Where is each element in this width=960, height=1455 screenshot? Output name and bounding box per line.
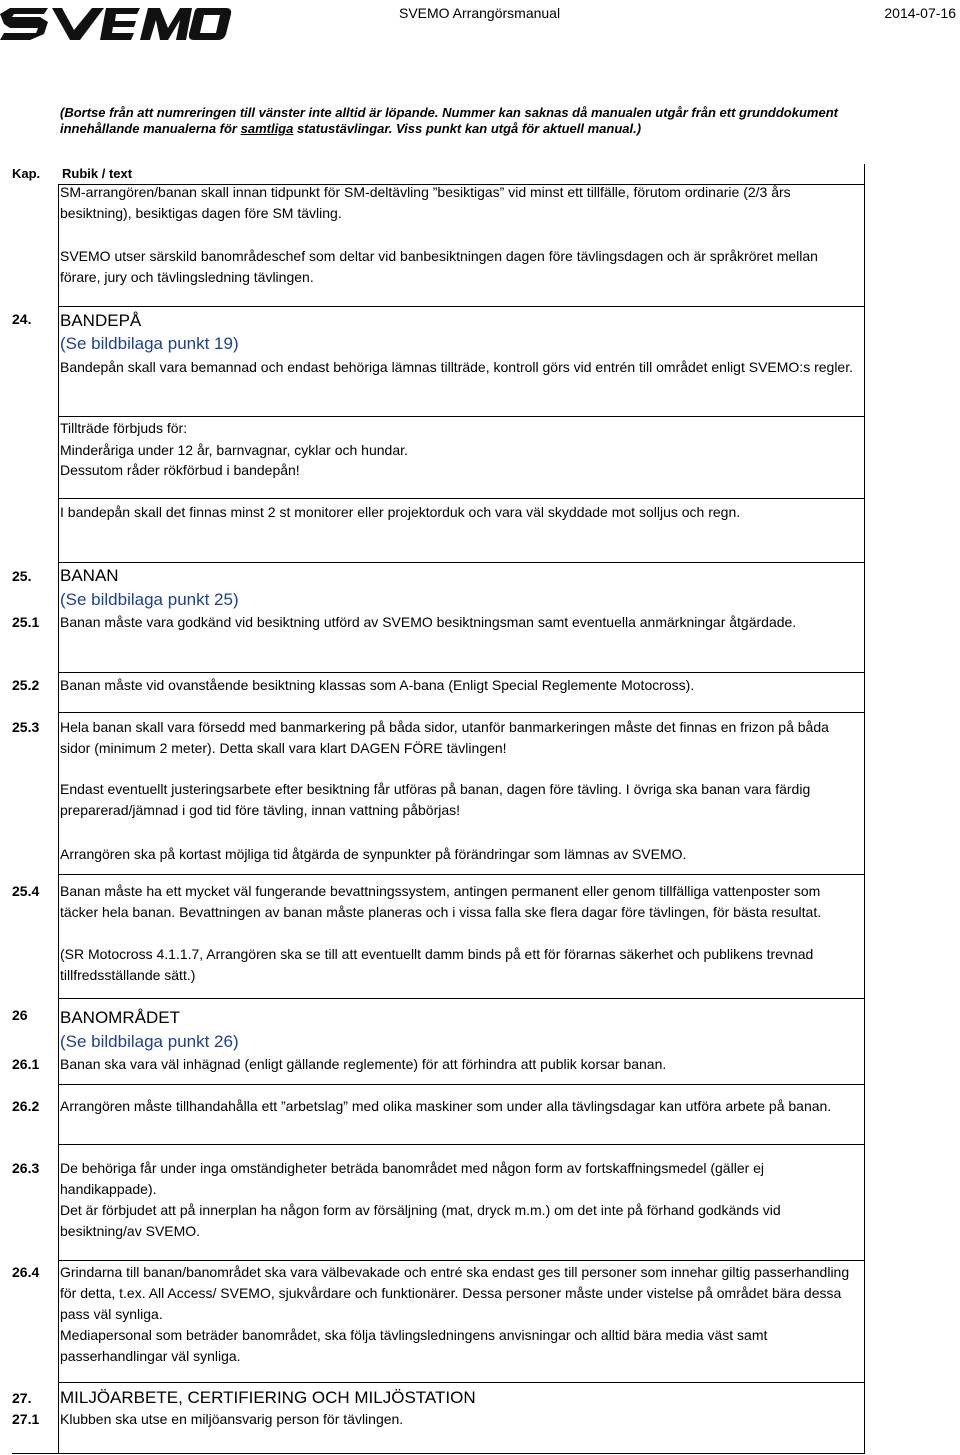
section-ref-25: (Se bildbilaga punkt 25): [60, 590, 239, 609]
col-header-kap: Kap.: [12, 166, 41, 181]
item-text-25-3a: Hela banan skall vara försedd med banmarkering på båda sidor, utanför banmarkeringen måste det finnas en frizon på båda sidor (minimum 2 meter). Detta skall vara klart DAGEN FÖRE tävlingen!: [60, 719, 829, 756]
item-number-26-4: 26.4: [12, 1264, 40, 1280]
row-divider: [58, 1382, 864, 1383]
row-divider: [58, 562, 864, 563]
row-divider: [58, 416, 864, 417]
item-number-25-1: 25.1: [12, 614, 40, 630]
row-divider: [58, 498, 864, 499]
section-ref-26: (Se bildbilaga punkt 26): [60, 1032, 239, 1051]
item-text-26-3b: Det är förbjudet att på innerplan ha någon form av försäljning (mat, dryck m.m.) om det inte på förhand godkänds vid besiktning/av SVEMO.: [60, 1202, 781, 1239]
section-number-27: 27.: [12, 1390, 32, 1406]
manual-table: [12, 164, 865, 1454]
row-divider: [58, 712, 864, 713]
item-number-27-1: 27.1: [12, 1411, 40, 1427]
section-title-banomradet: BANOMRÅDET: [60, 1008, 180, 1027]
bandepa-smoking-rule: Dessutom råder rökförbud i bandepån!: [60, 462, 300, 478]
bandepa-access-heading: Tillträde förbjuds för:: [60, 420, 188, 436]
note-underlined: samtliga: [240, 121, 294, 136]
item-text-26-3a: De behöriga får under inga omständigheter beträda banområdet med någon form av fortskaffningsmedel (gäller ej handikappade).: [60, 1160, 765, 1197]
item-number-26-1: 26.1: [12, 1056, 40, 1072]
section-number-24: 24.: [12, 311, 32, 327]
section-title-banan: BANAN: [60, 566, 119, 585]
bandepa-monitors: I bandepån skall det finnas minst 2 st monitorer eller projektorduk och vara väl skyddade mot solljus och regn.: [60, 504, 741, 520]
item-number-26-3: 26.3: [12, 1160, 40, 1176]
item-text-26-1: Banan ska vara väl inhägnad (enligt gällande reglemente) för att förhindra att publik korsar banan.: [60, 1056, 667, 1072]
section-number-25: 25.: [12, 568, 32, 584]
bandepa-access-list: Minderåriga under 12 år, barnvagnar, cyklar och hundar.: [60, 442, 408, 458]
item-text-25-2: Banan måste vid ovanstående besiktning klassas som A-bana (Enligt Special Reglemente Motocross).: [60, 677, 695, 693]
row-divider: [58, 874, 864, 875]
row-divider: [58, 1144, 864, 1145]
intro-paragraph-2: SVEMO utser särskild banområdeschef som deltar vid banbesiktningen dagen före tävlingsdagen och är språkröret mellan förare, jury och tävlingsledning tävlingen.: [60, 248, 818, 285]
item-text-25-3b: Endast eventuellt justeringsarbete efter besiktning får utföras på banan, dagen före tävling. I övriga ska banan vara färdig preparerad/jämnad i god tid före tävling, innan vattning påbörjas!: [60, 781, 811, 818]
section-title-miljoarbete: MILJÖARBETE, CERTIFIERING OCH MILJÖSTATION: [60, 1388, 476, 1407]
section-ref-24: (Se bildbilaga punkt 19): [60, 334, 239, 353]
section-title-bandepa: BANDEPÅ: [60, 311, 142, 330]
row-divider: [58, 1260, 864, 1261]
item-number-26-2: 26.2: [12, 1098, 40, 1114]
item-text-26-4a: Grindarna till banan/banområdet ska vara välbevakade och entré ska endast ges till personer som innehar giltig passerhandling för detta, t.ex. All Access/ SVEMO, sjukvårdare och funktionärer. Dessa personer måste under vistelse på området bära dessa pass väl synliga.: [60, 1264, 850, 1322]
col-header-rubrik: Rubik / text: [62, 166, 133, 181]
table-divider: [58, 184, 59, 1453]
intro-paragraph-1: SM-arrangören/banan skall innan tidpunkt för SM-deltävling ”besiktigas” vid minst ett tillfälle, förutom ordinarie (2/3 års besiktning), besiktigas dagen före SM tävling.: [60, 184, 791, 221]
row-divider: [58, 998, 864, 999]
item-text-26-2: Arrangören måste tillhandahålla ett ”arbetslag” med olika maskiner som under alla tävlingsdagar kan utföra arbete på banan.: [60, 1098, 832, 1114]
row-divider: [58, 672, 864, 673]
item-text-25-4a: Banan måste ha ett mycket väl fungerande bevattningssystem, antingen permanent eller genom tillfälliga vattenposter som täcker hela banan. Bevattningen av banan måste planeras och i vissa falla ske flera dagar före tävlingen, för bästa resultat.: [60, 883, 822, 920]
item-number-25-2: 25.2: [12, 677, 40, 693]
document-date: 2014-07-16: [884, 5, 956, 21]
page-header: [0, 0, 960, 42]
item-number-25-4: 25.4: [12, 883, 40, 899]
bandepa-paragraph-1: Bandepån skall vara bemannad och endast behöriga lämnas tillträde, kontroll görs vid entrén till området enligt SVEMO:s regler.: [60, 359, 853, 375]
note-text-2: statustävlingar. Viss punkt kan utgå för aktuell manual.): [293, 121, 642, 136]
item-text-25-1: Banan måste vara godkänd vid besiktning utförd av SVEMO besiktningsman samt eventuella anmärkningar åtgärdade.: [60, 614, 797, 630]
numbering-note: [60, 105, 890, 137]
note-text-1: (Bortse från att numreringen till vänster inte alltid är löpande. Nummer kan saknas då manualen utgår från ett grunddokument innehållande manualerna för: [60, 105, 838, 136]
row-divider: [58, 306, 864, 307]
item-text-25-4b: (SR Motocross 4.1.1.7, Arrangören ska se till att eventuellt damm binds på ett för förarnas säkerhet och publikens trevnad tillfredsställande sätt.): [60, 946, 814, 983]
section-number-26: 26: [12, 1007, 28, 1023]
svemo-logo: [0, 0, 232, 40]
item-number-25-3: 25.3: [12, 719, 40, 735]
document-title: SVEMO Arrangörsmanual: [399, 5, 561, 21]
item-text-25-3c: Arrangören ska på kortast möjliga tid åtgärda de synpunkter på förändringar som lämnas av SVEMO.: [60, 846, 687, 862]
item-text-26-4b: Mediapersonal som beträder banområdet, ska följa tävlingsledningens anvisningar och alltid bära media väst samt passerhandlingar väl synliga.: [60, 1327, 768, 1364]
item-text-27-1: Klubben ska utse en miljöansvarig person för tävlingen.: [60, 1411, 404, 1427]
row-divider: [58, 1084, 864, 1085]
